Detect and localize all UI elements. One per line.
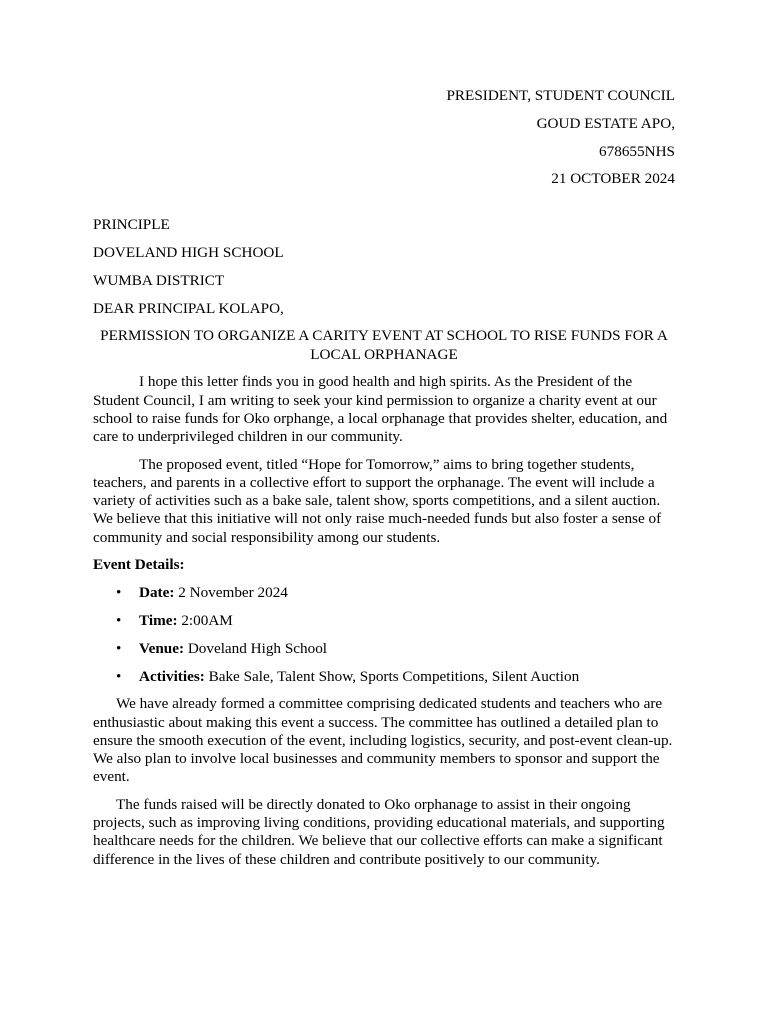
body-paragraph-2: The proposed event, titled “Hope for Tomorrow,” aims to bring together students, teachers, and parents in a collective effort to support the orphanage. The event will include a variety of activities such as a bake sale, talent show, sports competitions, and a silent auction. We believe that this initiative will not only raise much-needed funds but also foster a sense of community and social responsibility among our students. <box>93 455 662 546</box>
bullet-icon: • <box>116 639 122 657</box>
detail-label: Time: <box>139 611 178 629</box>
sender-postal-code: 678655NHS <box>599 142 675 160</box>
body-paragraph-4: The funds raised will be directly donated to Oko orphanage to assist in their ongoing projects, such as improving living conditions, providing educational materials, and supporting healthcare needs for the children. We believe that our collective efforts can make a significant difference in the lives of these children and contribute positively to our community. <box>93 795 665 868</box>
list-item-date <box>93 584 675 602</box>
sender-address: GOUD ESTATE APO, <box>536 114 675 132</box>
spacer <box>93 198 675 216</box>
letter-date: 21 OCTOBER 2024 <box>551 170 675 188</box>
body-paragraph-3: We have already formed a committee comprising dedicated students and teachers who are enthusiastic about making this event a success. The committee has outlined a detailed plan to ensure the smooth execution of the event, including logistics, security, and post-event clean-up. We also plan to involve local businesses and community members to sponsor and support the event. <box>93 695 673 786</box>
list-item-activities <box>93 668 675 686</box>
detail-label: Activities: <box>139 667 205 685</box>
recipient-title: PRINCIPLE <box>93 216 170 234</box>
recipient-school: DOVELAND HIGH SCHOOL <box>93 243 284 261</box>
detail-value: 2 November 2024 <box>174 584 288 602</box>
recipient-district: WUMBA DISTRICT <box>93 271 225 289</box>
letter-page <box>93 87 675 878</box>
body-paragraph-1: I hope this letter finds you in good health and high spirits. As the President of the Student Council, I am writing to seek your kind permission to organize a charity event at our school to raise funds for Oko orphange, a local orphanage that provides shelter, education, and care to underprivileged children in our community. <box>93 373 668 445</box>
detail-value: Doveland High School <box>184 639 328 657</box>
sender-address-block <box>93 87 675 189</box>
event-details-list <box>93 584 675 686</box>
list-item-time <box>93 612 675 630</box>
detail-value: 2:00AM <box>177 611 233 629</box>
salutation: DEAR PRINCIPAL KOLAPO, <box>93 299 284 317</box>
detail-value: Bake Sale, Talent Show, Sports Competitions, Silent Auction <box>204 667 580 685</box>
sender-title: PRESIDENT, STUDENT COUNCIL <box>446 87 675 104</box>
bullet-icon: • <box>116 584 122 602</box>
bullet-icon: • <box>116 611 122 629</box>
recipient-address-block <box>93 216 675 318</box>
list-item-venue <box>93 640 675 658</box>
bullet-icon: • <box>116 667 122 685</box>
detail-label: Date: <box>139 584 175 602</box>
detail-label: Venue: <box>139 639 185 657</box>
letter-subject: PERMISSION TO ORGANIZE A CARITY EVENT AT SCHOOL TO RISE FUNDS FOR A LOCAL ORPHANAGE <box>100 327 668 363</box>
event-details-heading: Event Details: <box>93 556 185 574</box>
